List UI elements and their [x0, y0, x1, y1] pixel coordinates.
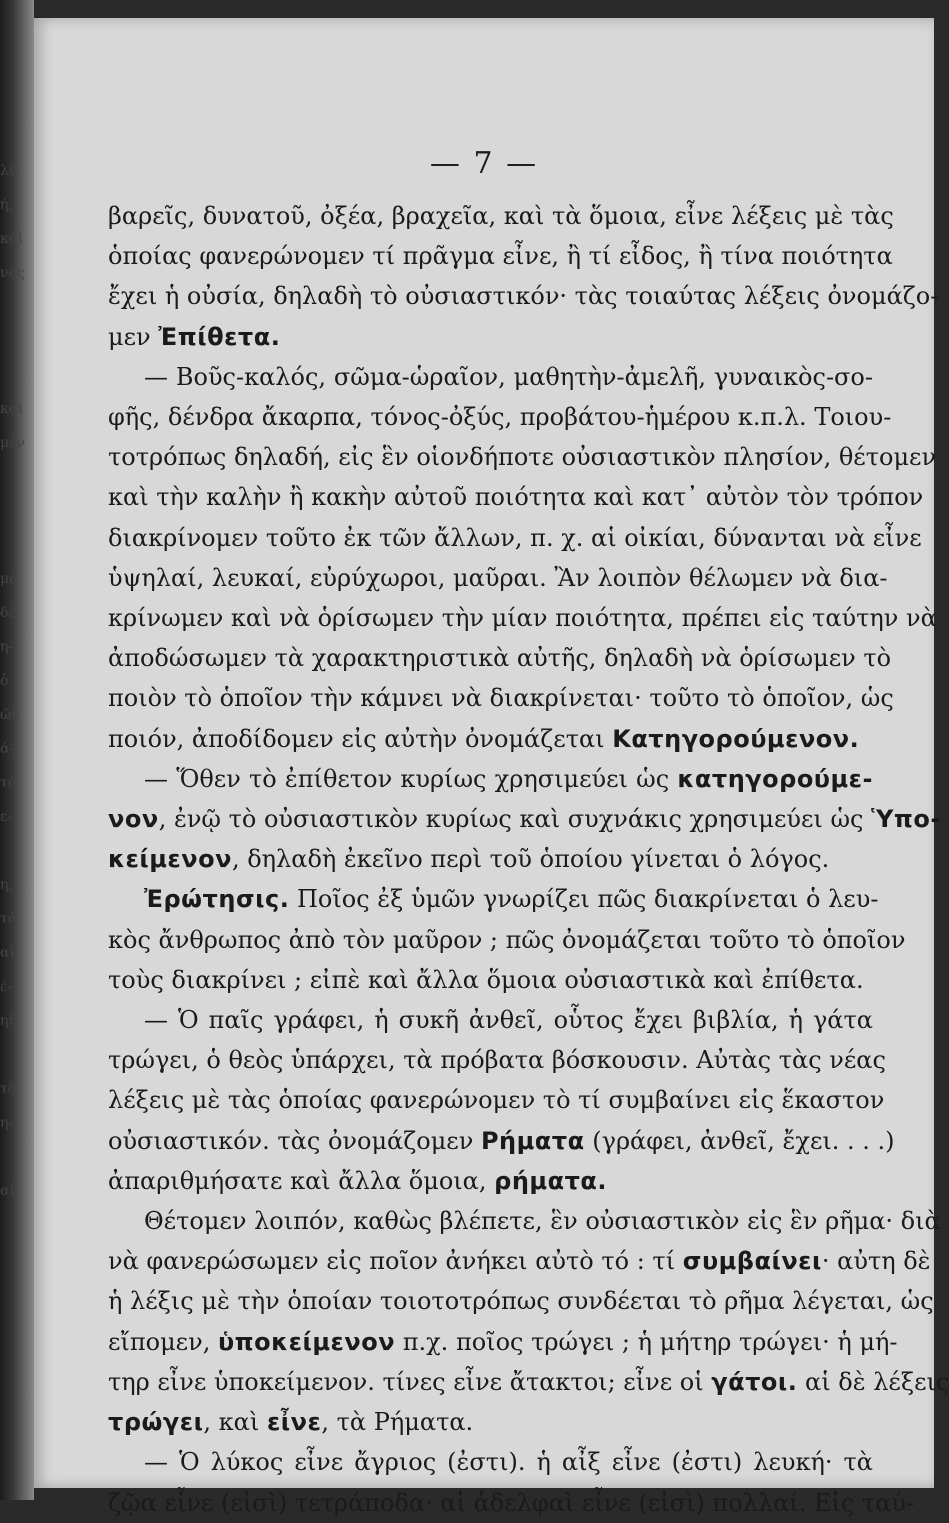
margin-fragment	[0, 840, 30, 874]
line-text: τοὺς διακρίνει ; εἰπὲ καὶ ἄλλα ὅμοια οὐσιαστικὰ καὶ ἐπίθετα.	[108, 965, 864, 994]
bold-term: νον	[108, 805, 159, 834]
text-line	[108, 1121, 895, 1161]
line-text: , ἐνῷ τὸ οὐσιαστικὸν κυρίως καὶ συχνάκις χρησιμεύει ὡς	[158, 805, 872, 834]
text-line	[108, 276, 939, 316]
line-text: — Ὁ λύκος εἶνε ἄγριος (ἐστι). ἡ αἶξ εἶνε (ἐστι) λευκή· τὰ	[144, 1448, 873, 1477]
line-text: π.χ. ποῖος τρώγει ; ἡ μήτηρ τρώγει· ἡ μή-	[395, 1327, 898, 1356]
text-line	[108, 518, 922, 558]
margin-fragment: η-	[0, 1115, 14, 1131]
line-text: βαρεῖς, δυνατοῦ, ὀξέα, βραχεῖα, καὶ τὰ ὅμοια, εἶνε λέξεις μὲ τὰς	[108, 202, 894, 230]
text-line	[108, 558, 888, 598]
line-text: , δηλαδὴ ἐκεῖνο περὶ τοῦ ὁποίου γίνεται ὁ λόγος.	[231, 845, 830, 874]
line-text: ζῷα εἶνε (εἰσὶ) τετράποδα· αἱ ἀδελφαὶ εἶνε (εἰσὶ) πολλαί. Εἰς ταύ-	[108, 1488, 915, 1517]
line-text: ὑψηλαί, λευκαί, εὐρύχωροι, μαῦραι. Ἂν λοιπὸν θέλωμεν νὰ δια-	[108, 563, 888, 592]
margin-fragment: ε-	[0, 809, 12, 825]
margin-fragment	[0, 330, 30, 364]
text-line	[108, 799, 941, 839]
text-line	[108, 678, 894, 718]
line-text: — Ὅθεν τὸ ἐπίθετον κυρίως χρησιμεύει ὡς	[144, 764, 678, 793]
bold-term: Ἐρώτησις.	[144, 885, 290, 914]
margin-fragment: τὰ	[0, 911, 18, 927]
facing-page-fragments	[0, 160, 30, 1360]
margin-fragment	[0, 364, 30, 398]
text-line	[108, 317, 873, 357]
margin-fragment	[0, 1044, 30, 1078]
bold-term: κείμενον	[108, 845, 232, 874]
text-line	[108, 879, 879, 919]
line-text: ὁποίας φανερώνομεν τί πρᾶγμα εἶνε, ἢ τί εἶδος, ἢ τίνα ποιότητα	[108, 242, 893, 271]
text-line	[108, 236, 893, 276]
line-text: εἴπομεν,	[108, 1327, 218, 1356]
bold-term: συμβαίνει	[682, 1247, 822, 1276]
text-line	[108, 397, 892, 437]
margin-fragment: καὶ	[0, 401, 24, 417]
margin-fragment: τὸ	[0, 775, 17, 791]
line-text: ἀποδώσωμεν τὰ χαρακτηριστικὰ αὐτῆς, δηλαδὴ νὰ ὁρίσωμεν τὸ	[108, 644, 892, 673]
text-line	[108, 196, 894, 236]
line-text: ἔχει ἡ οὐσία, δηλαδὴ τὸ οὐσιαστικόν· τὰς τοιαύτας λέξεις ὀνομάζο-	[108, 282, 939, 311]
text-line	[108, 839, 873, 879]
line-text: · αὐτη δὲ	[821, 1247, 931, 1276]
line-text: , τὰ Ρήματα.	[321, 1408, 474, 1437]
line-text: λέξεις μὲ τὰς ὁποίας φανερώνομεν τὸ τί συμβαίνει εἰς ἕκαστον	[108, 1086, 885, 1115]
text-line	[108, 1442, 873, 1482]
margin-fragment: ά-	[0, 741, 15, 757]
bold-term: γάτοι.	[711, 1367, 798, 1396]
body-text	[108, 196, 949, 1523]
text-line	[108, 638, 892, 678]
line-text: τηρ εἶνε ὑποκείμενον. τίνες εἶνε ἄτακτοι; εἶνε οἱ	[108, 1367, 712, 1396]
text-line	[108, 1241, 931, 1281]
margin-fragment: ὁ	[0, 673, 9, 689]
line-text: κρίνωμεν καὶ νὰ ὁρίσωμεν τὴν μίαν ποιότητα, πρέπει εἰς ταύτην νὰ	[108, 604, 937, 633]
text-line	[108, 1040, 886, 1080]
text-line	[108, 1201, 941, 1241]
line-text: Θέτομεν λοιπόν, καθὼς βλέπετε, ἓν οὐσιαστικὸν εἰς ἓν ρῆμα· διὰ	[144, 1207, 941, 1236]
line-text: — Βοῦς-καλός, σῶμα-ὡραῖον, μαθητὴν-ἀμελῆ, γυναικὸς-σο-	[144, 362, 873, 391]
text-line	[108, 1281, 934, 1321]
margin-fragment: η-	[0, 639, 14, 655]
text-line	[108, 1322, 898, 1362]
text-line	[108, 960, 873, 1000]
bold-term: κατηγορούμε-	[677, 764, 873, 793]
line-text: οὐσιαστικόν. τὰς ὀνομάζομεν	[108, 1126, 481, 1155]
line-text: ἡ λέξις μὲ τὴν ὁποίαν τοιοτοτρόπως συνδέεται τὸ ρῆμα λέγεται, ὡς	[108, 1287, 934, 1316]
margin-fragment: νος	[0, 265, 25, 281]
margin-fragment: ή,	[0, 197, 13, 213]
line-text: φῆς, δένδρα ἄκαρπα, τόνος-ὀξύς, προβάτου-ἡμέρου κ.π.λ. Τοιου-	[108, 403, 892, 432]
text-line	[108, 1000, 873, 1040]
margin-fragment: ηῆ	[0, 1013, 17, 1029]
bold-term: Ὑπο-	[871, 805, 941, 834]
bold-term: ὑποκείμενον	[217, 1327, 396, 1356]
text-line	[108, 759, 873, 799]
line-text: κὸς ἄνθρωπος ἀπὸ τὸν μαῦρον ; πῶς ὀνομάζεται τοῦτο τὸ ὁποῖον	[108, 925, 906, 954]
text-line	[108, 598, 937, 638]
margin-fragment: μα	[0, 571, 19, 587]
margin-fragment: αί,	[0, 1183, 20, 1199]
line-text: ποιὸν τὸ ὁποῖον τὴν κάμνει νὰ διακρίνεται· τοῦτο τὸ ὁποῖον, ὡς	[108, 684, 894, 713]
bold-term: Ρήματα	[480, 1126, 585, 1155]
bold-term: ρήματα.	[494, 1166, 607, 1195]
line-text: διακρίνομεν τοῦτο ἐκ τῶν ἄλλων, π. χ. αἱ οἰκίαι, δύνανται νὰ εἶνε	[108, 523, 922, 552]
line-text: ποιόν, ἀποδίδομεν εἰς αὐτὴν ὀνομάζεται	[108, 724, 613, 753]
line-text: καὶ τὴν καλὴν ἢ κακὴν αὐτοῦ ποιότητα καὶ κατ᾽ αὐτὸν τὸν τρόπον	[108, 483, 924, 512]
margin-fragment: η,	[0, 877, 13, 893]
margin-fragment	[0, 534, 30, 568]
line-text: μεν	[108, 322, 159, 351]
line-text: νὰ φανερώσωμεν εἰς ποῖον ἀνήκει αὐτὸ τό : τί	[108, 1247, 683, 1276]
bold-term: Κατηγορούμενον.	[612, 724, 860, 753]
margin-fragment	[0, 500, 30, 534]
text-line	[108, 477, 924, 517]
margin-fragment: δὲ	[0, 605, 16, 621]
line-text: , καὶ	[203, 1408, 267, 1437]
margin-fragment	[0, 466, 30, 500]
margin-fragment: καὶ	[0, 231, 24, 247]
book-page	[34, 18, 949, 1517]
text-line	[108, 1080, 885, 1120]
text-line	[108, 1362, 949, 1402]
text-line	[108, 437, 937, 477]
margin-fragment: τὰ	[0, 1081, 18, 1097]
text-line	[108, 1483, 915, 1523]
margin-fragment: ῶν	[0, 707, 20, 723]
line-text: Ποῖος ἐξ ὑμῶν γνωρίζει πῶς διακρίνεται ὁ λευ-	[289, 885, 879, 914]
bold-term: Ἐπίθετα.	[158, 322, 281, 351]
line-text: αἱ δὲ λέξεις	[797, 1367, 949, 1396]
margin-fragment: έ-	[0, 979, 12, 995]
text-line	[108, 719, 873, 759]
text-line	[108, 1402, 873, 1442]
text-line	[108, 357, 873, 397]
line-text: τρώγει, ὁ θεὸς ὑπάρχει, τὰ πρόβατα βόσκουσιν. Αὐτὰς τὰς νέας	[108, 1046, 886, 1075]
margin-fragment	[0, 296, 30, 330]
bold-term: εἶνε	[266, 1408, 322, 1437]
page-number: — 7 —	[429, 146, 539, 181]
margin-fragment: μεν	[0, 435, 25, 451]
line-text: ἀπαριθμήσατε καὶ ἄλλα ὅμοια,	[108, 1166, 495, 1195]
line-text: (γράφει, ἀνθεῖ, ἔχει. . . .)	[584, 1126, 895, 1155]
bold-term: τρώγει	[108, 1408, 204, 1437]
text-line	[108, 920, 906, 960]
line-text: τοτρόπως δηλαδή, εἰς ἓν οἱονδήποτε οὐσιαστικὸν πλησίον, θέτομεν	[108, 443, 937, 472]
margin-fragment: λί-	[0, 163, 20, 179]
margin-fragment	[0, 1146, 30, 1180]
text-line	[108, 1161, 873, 1201]
margin-fragment: αὶ	[0, 945, 15, 961]
line-text: — Ὁ παῖς γράφει, ἡ συκῆ ἀνθεῖ, οὗτος ἔχει βιβλία, ἡ γάτα	[144, 1006, 873, 1035]
